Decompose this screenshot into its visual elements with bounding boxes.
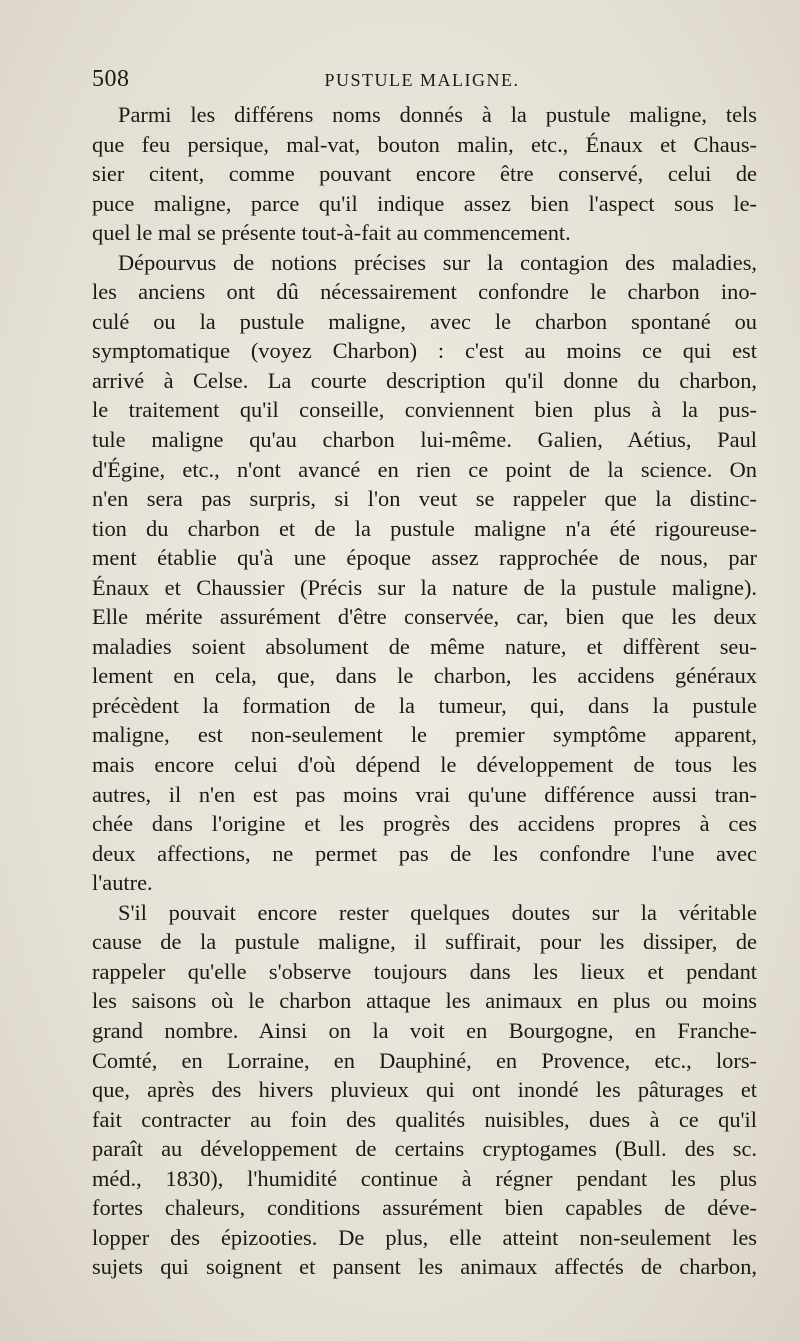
text-line: méd., 1830), l'humidité continue à régner pendant les plus [92,1165,757,1191]
text-line: arrivé à Celse. La courte description qu'il donne du charbon, [92,367,757,393]
text-line: Comté, en Lorraine, en Dauphiné, en Provence, etc., lors- [92,1047,757,1073]
page-header [92,66,752,98]
text-line: les saisons où le charbon attaque les animaux en plus ou moins [92,988,757,1014]
text-line: les anciens ont dû nécessairement confondre le charbon ino- [92,279,757,305]
text-line: Dépourvus de notions précises sur la contagion des maladies, [118,249,757,275]
text-line: autres, il n'en est pas moins vrai qu'une différence aussi tran- [92,781,757,807]
body-text [92,100,757,1282]
text-line: deux affections, ne permet pas de les confondre l'une avec [92,840,757,866]
text-line: quel le mal se présente tout-à-fait au commencement. [92,220,571,246]
text-line: l'autre. [92,870,153,896]
text-line: culé ou la pustule maligne, avec le charbon spontané ou [92,308,757,334]
text-line: ment établie qu'à une époque assez rapprochée de nous, par [92,545,757,571]
text-line: cause de la pustule maligne, il suffirait, pour les dissiper, de [92,929,757,955]
text-line: lopper des épizooties. De plus, elle atteint non-seulement les [92,1224,757,1250]
text-line: mais encore celui d'où dépend le développement de tous les [92,752,757,778]
text-line: grand nombre. Ainsi on la voit en Bourgogne, en Franche- [92,1017,757,1043]
text-line: précèdent la formation de la tumeur, qui, dans la pustule [92,692,757,718]
text-line: symptomatique (voyez Charbon) : c'est au moins ce qui est [92,338,757,364]
text-line: paraît au développement de certains cryptogames (Bull. des sc. [92,1136,757,1162]
text-line: sier citent, comme pouvant encore être conservé, celui de [92,161,757,187]
text-line: Elle mérite assurément d'être conservée, car, bien que les deux [92,604,757,630]
text-line: rappeler qu'elle s'observe toujours dans les lieux et pendant [92,958,757,984]
text-line: fait contracter au foin des qualités nuisibles, dues à ce qu'il [92,1106,757,1132]
text-line: n'en sera pas surpris, si l'on veut se rappeler que la distinc- [92,486,757,512]
text-line: que, après des hivers pluvieux qui ont inondé les pâturages et [92,1077,757,1103]
text-line: lement en cela, que, dans le charbon, les accidens généraux [92,663,757,689]
text-line: maladies soient absolument de même nature, et diffèrent seu- [92,633,757,659]
text-line: maligne, est non-seulement le premier symptôme apparent, [92,722,757,748]
text-line: tion du charbon et de la pustule maligne n'a été rigoureuse- [92,515,757,541]
text-line: d'Égine, etc., n'ont avancé en rien ce point de la science. On [92,456,757,482]
text-line: Parmi les différens noms donnés à la pustule maligne, tels [118,102,757,127]
text-line: que feu persique, mal-vat, bouton malin, etc., Énaux et Chaus- [92,131,757,157]
text-line: fortes chaleurs, conditions assurément bien capables de déve- [92,1195,757,1221]
page-number: 508 [92,66,130,92]
text-line: sujets qui soignent et pansent les animaux affectés de charbon, [92,1254,757,1280]
text-line: tule maligne qu'au charbon lui-même. Galien, Aétius, Paul [92,427,757,453]
text-line: puce maligne, parce qu'il indique assez bien l'aspect sous le- [92,190,757,216]
text-line: Énaux et Chaussier (Précis sur la nature de la pustule maligne). [92,574,757,600]
text-line: S'il pouvait encore rester quelques doutes sur la véritable [118,899,757,925]
text-line: chée dans l'origine et les progrès des accidens propres à ces [92,811,757,837]
text-line: le traitement qu'il conseille, conviennent bien plus à la pus- [92,397,757,423]
running-head: PUSTULE MALIGNE. [324,70,520,90]
